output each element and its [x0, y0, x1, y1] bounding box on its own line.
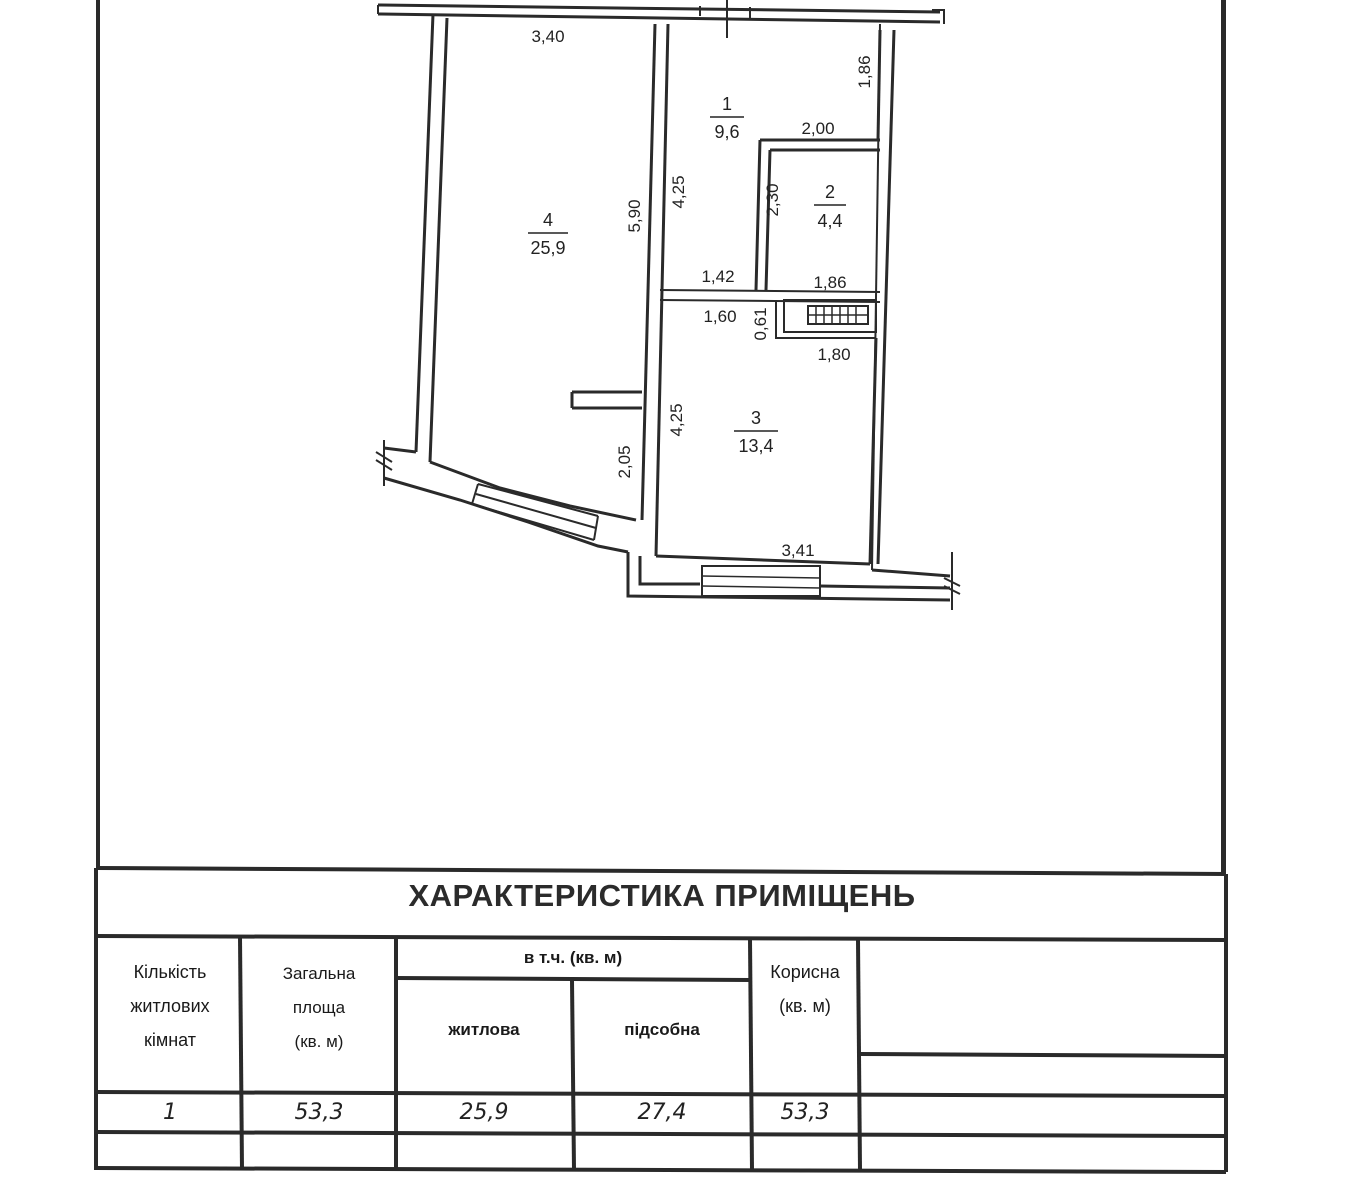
dim-room4-height: 5,90 [625, 199, 644, 233]
dim-room1-height: 4,25 [669, 175, 688, 209]
room4-area: 25,9 [530, 238, 566, 258]
room1-number: 1 [721, 94, 733, 114]
room2-area: 4,4 [817, 211, 843, 231]
dim-corridor-depth: 0,61 [751, 307, 770, 341]
dim-room1-height-top: 1,86 [855, 55, 874, 89]
header-useful-line2: (кв. м) [779, 996, 831, 1016]
header-total-area [242, 957, 396, 1059]
header-rooms-line3: кімнат [143, 1030, 197, 1050]
dim-room2-width-bottom: 1,86 [813, 273, 847, 292]
header-auxiliary: підсобна [624, 1020, 700, 1039]
dim-room3-height: 4,25 [667, 403, 686, 437]
dim-room4-lower: 2,05 [615, 445, 634, 479]
room2-number: 2 [824, 182, 836, 202]
header-useful-area [752, 955, 858, 1023]
header-total-line2: площа [292, 998, 346, 1017]
value-useful-area: 53,3 [780, 1100, 830, 1125]
header-total-line1: Загальна [282, 964, 356, 983]
header-rooms-count [100, 955, 240, 1057]
dim-room3-top: 1,80 [817, 345, 851, 364]
dim-room2-height: 2,30 [763, 183, 782, 217]
room3-number: 3 [750, 408, 762, 428]
table-title: ХАРАКТЕРИСТИКА ПРИМІЩЕНЬ [408, 878, 916, 913]
header-living: житлова [448, 1020, 520, 1039]
value-living-area: 25,9 [459, 1100, 509, 1125]
header-rooms-line1: Кількість [133, 962, 207, 982]
header-useful-line1: Корисна [770, 962, 840, 982]
header-total-line3: (кв. м) [294, 1032, 344, 1051]
dim-room1-bottom: 1,42 [701, 267, 735, 286]
dim-room3-bottom: 3,41 [781, 541, 815, 560]
room3-area: 13,4 [738, 436, 774, 456]
dim-room4-width: 3,40 [531, 27, 565, 46]
header-rooms-line2: житлових [130, 996, 210, 1016]
value-rooms-count: 1 [163, 1100, 177, 1125]
header-including: в т.ч. (кв. м) [523, 948, 623, 967]
value-total-area: 53,3 [294, 1100, 344, 1125]
room4-number: 4 [542, 210, 554, 230]
room1-area: 9,6 [714, 122, 740, 142]
dim-corridor-width: 1,60 [703, 307, 737, 326]
value-auxiliary-area: 27,4 [637, 1100, 687, 1125]
dim-room2-width-top: 2,00 [801, 119, 835, 138]
